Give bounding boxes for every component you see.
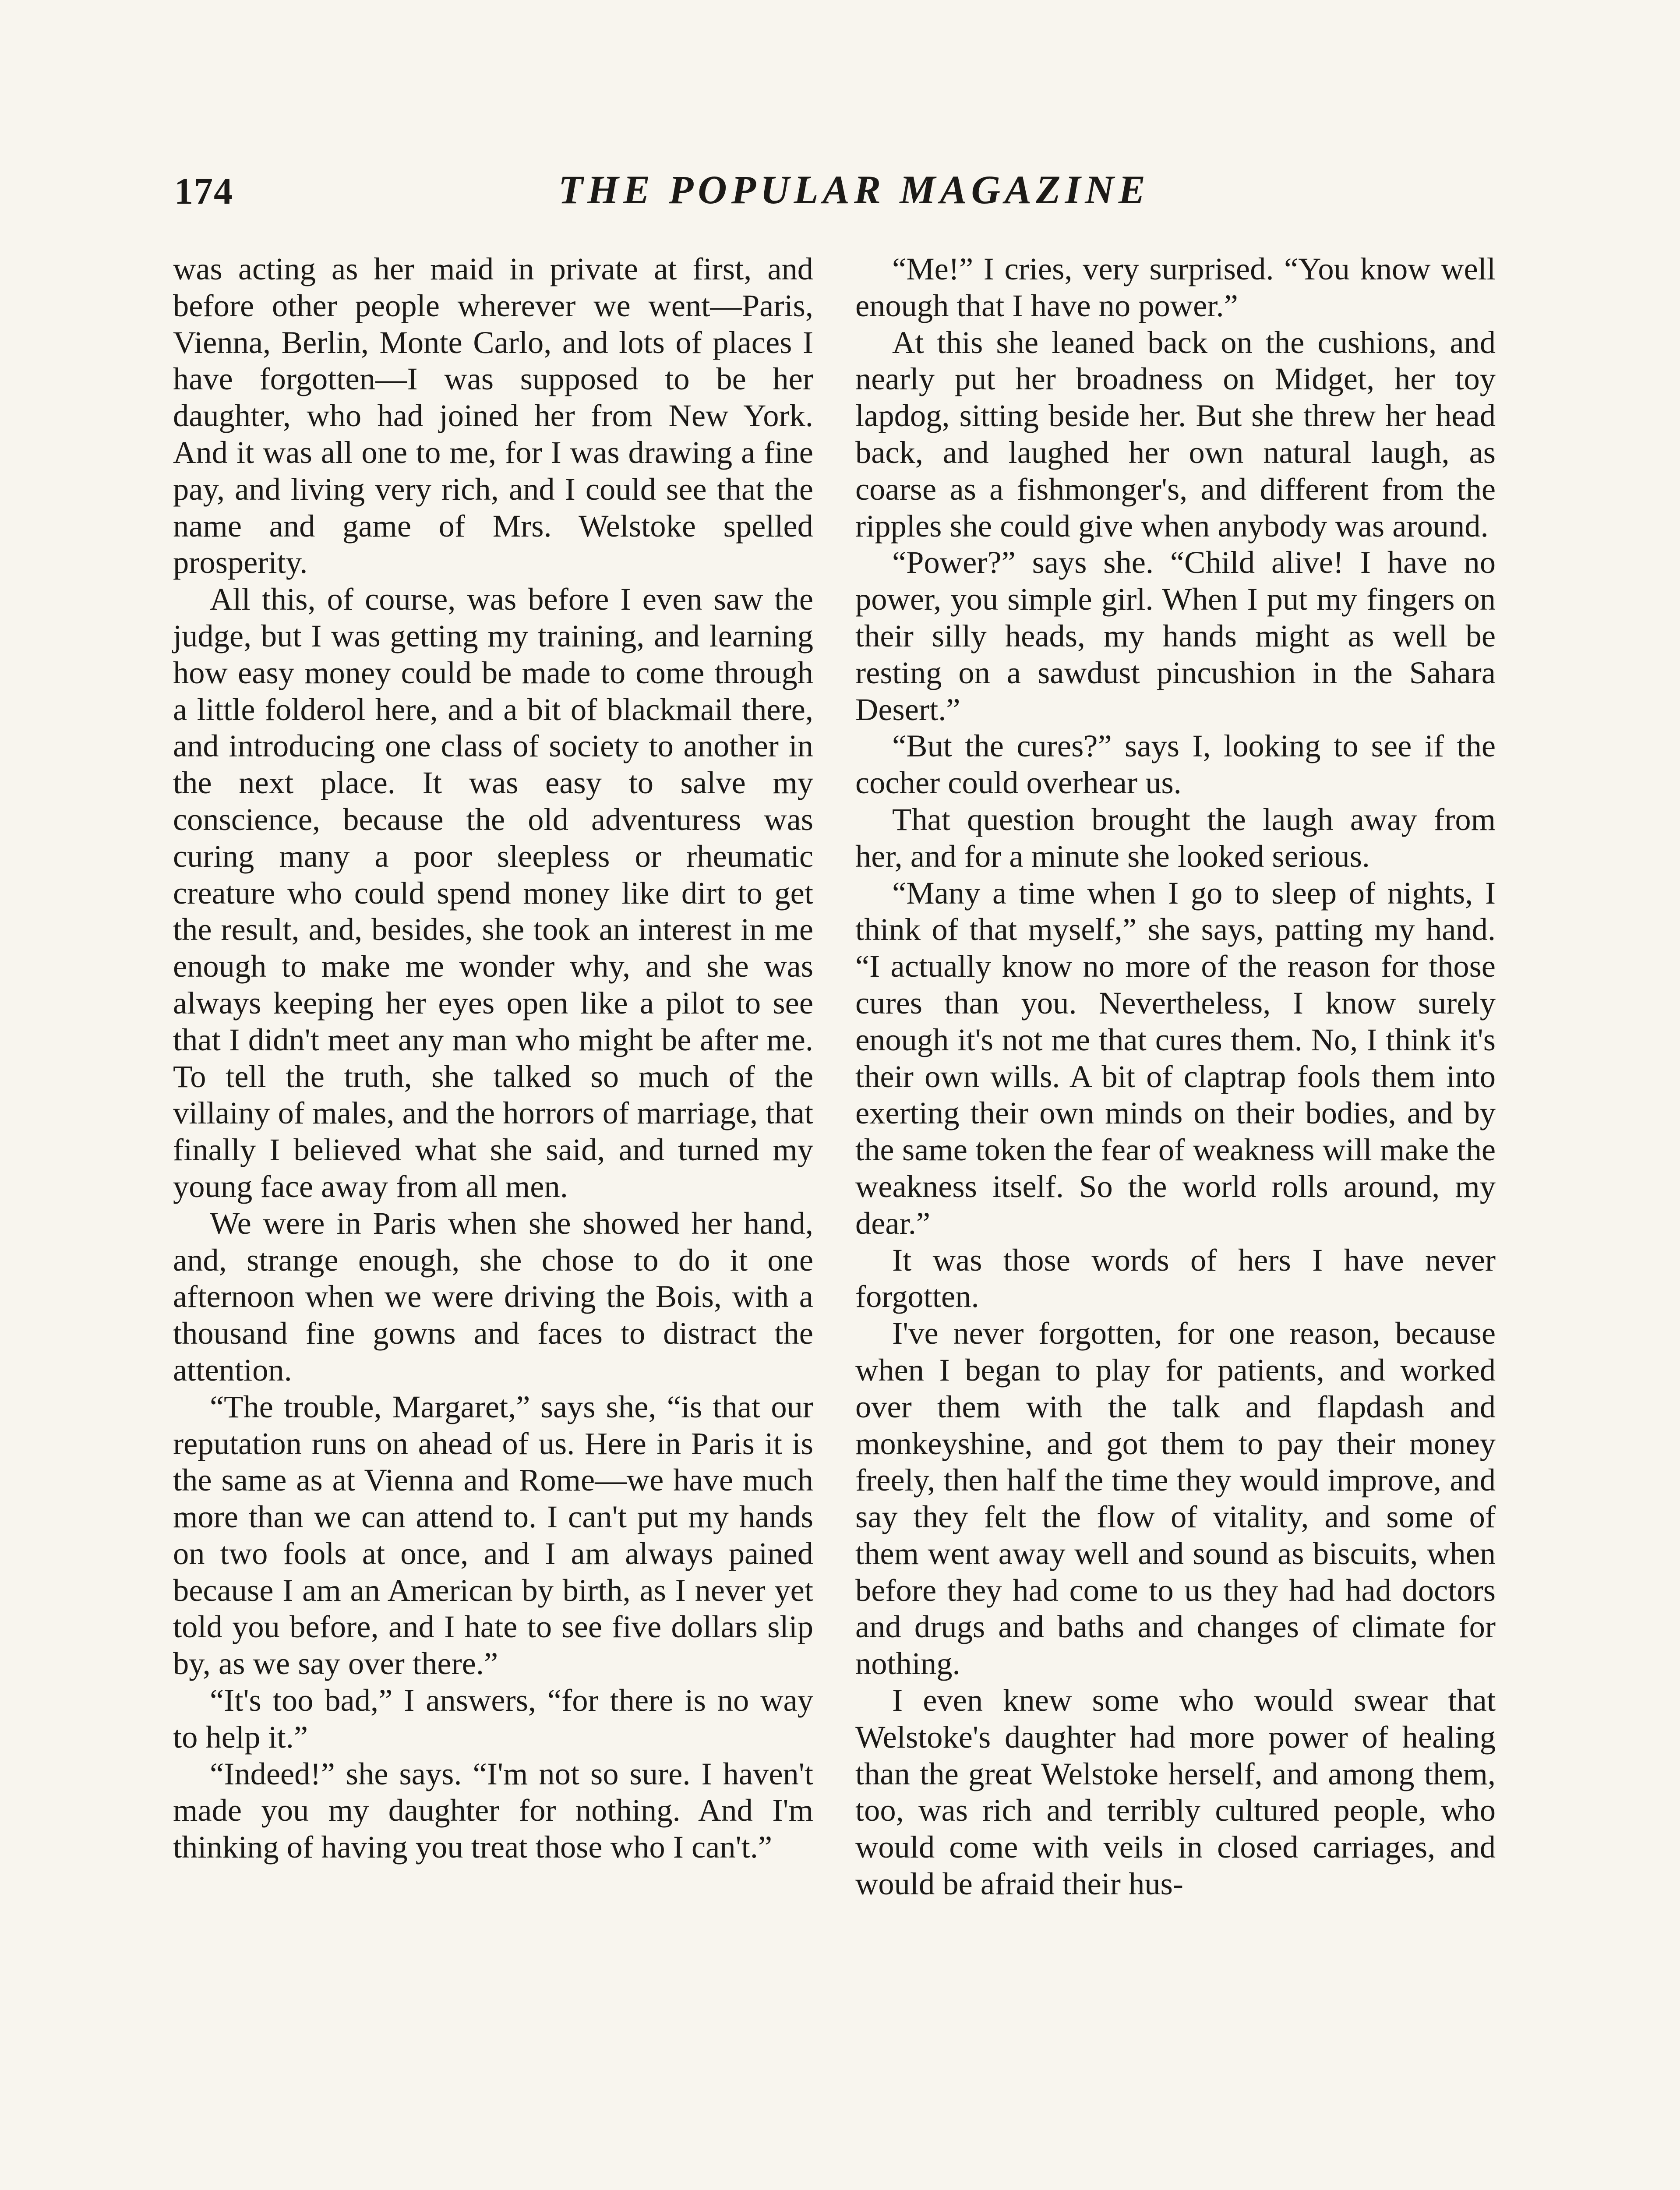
paragraph: It was those words of hers I have never forgotten.: [855, 1242, 1496, 1314]
left-column: [173, 251, 813, 1865]
paragraph: “The trouble, Margaret,” says she, “is that our reputation runs on ahead of us. Here in Paris it is the same as at Vienna and Rome—we have much more than we can attend to. I can't put my hands on two fools at once, and I am always pained because I am an American by birth, as I never yet told you before, and I hate to see five dollars slip by, as we say over there.”: [173, 1388, 813, 1681]
paragraph: “Many a time when I go to sleep of nights, I think of that myself,” she says, patting my hand. “I actually know no more of the reason for those cures than you. Nevertheless, I know surely enough it's not me that cures them. No, I think it's their own wills. A bit of claptrap fools them into exerting their own minds on their bodies, and by the same token the fear of weakness will make the weakness itself. So the world rolls around, my dear.”: [855, 875, 1496, 1241]
paragraph: At this she leaned back on the cushions, and nearly put her broadness on Midget, her toy lapdog, sitting beside her. But she threw her head back, and laughed her own natural laugh, as coarse as a fishmonger's, and different from the ripples she could give when anybody was around.: [855, 324, 1496, 544]
paragraph: I even knew some who would swear that Welstoke's daughter had more power of healing than the great Welstoke herself, and among them, too, was rich and terribly cultured people, who would come with veils in closed carriages, and would be afraid their hus-: [855, 1682, 1496, 1902]
paragraph: That question brought the laugh away from her, and for a minute she looked serious.: [855, 801, 1496, 874]
paragraph: We were in Paris when she showed her hand, and, strange enough, she chose to do it one afternoon when we were driving the Bois, with a thousand fine gowns and faces to distract the attention.: [173, 1205, 813, 1388]
paragraph: “Me!” I cries, very surprised. “You know well enough that I have no power.”: [855, 251, 1496, 323]
paragraph: “It's too bad,” I answers, “for there is no way to help it.”: [173, 1682, 813, 1755]
paragraph: “Indeed!” she says. “I'm not so sure. I haven't made you my daughter for nothing. And I'm thinking of having you treat those who I can't.”: [173, 1756, 813, 1865]
paragraph: “Power?” says she. “Child alive! I have no power, you simple girl. When I put my fingers on their silly heads, my hands might as well be resting on a sawdust pincushion in the Sahara Desert.”: [855, 544, 1496, 727]
magazine-title: THE POPULAR MAGAZINE: [558, 167, 1150, 212]
paragraph: I've never forgotten, for one reason, because when I began to play for patients, and worked over them with the talk and flapdash and monkeyshine, and got them to pay their money freely, then half the time they would improve, and say they felt the flow of vitality, and some of them went away well and sound as biscuits, when before they had come to us they had had doctors and drugs and baths and changes of climate for nothing.: [855, 1315, 1496, 1681]
page-number: 174: [174, 170, 233, 212]
paragraph: All this, of course, was before I even saw the judge, but I was getting my training, and learning how easy money could be made to come through a little folderol here, and a bit of blackmail there, and introducing one class of society to another in the next place. It was easy to salve my conscience, because the old adventuress was curing many a poor sleepless or rheumatic creature who could spend money like dirt to get the result, and, besides, she took an interest in me enough to make me wonder why, and she was always keeping her eyes open like a pilot to see that I didn't meet any man who might be after me. To tell the truth, she talked so much of the villainy of males, and the horrors of marriage, that finally I believed what she said, and turned my young face away from all men.: [173, 581, 813, 1204]
paragraph: “But the cures?” says I, looking to see if the cocher could overhear us.: [855, 728, 1496, 801]
paragraph: was acting as her maid in private at first, and before other people wherever we went—Paris, Vienna, Berlin, Monte Carlo, and lots of places I have forgotten—I was supposed to be her daughter, who had joined her from New York. And it was all one to me, for I was drawing a fine pay, and living very rich, and I could see that the name and game of Mrs. Welstoke spelled prosperity.: [173, 251, 813, 580]
right-column: [855, 251, 1496, 1902]
